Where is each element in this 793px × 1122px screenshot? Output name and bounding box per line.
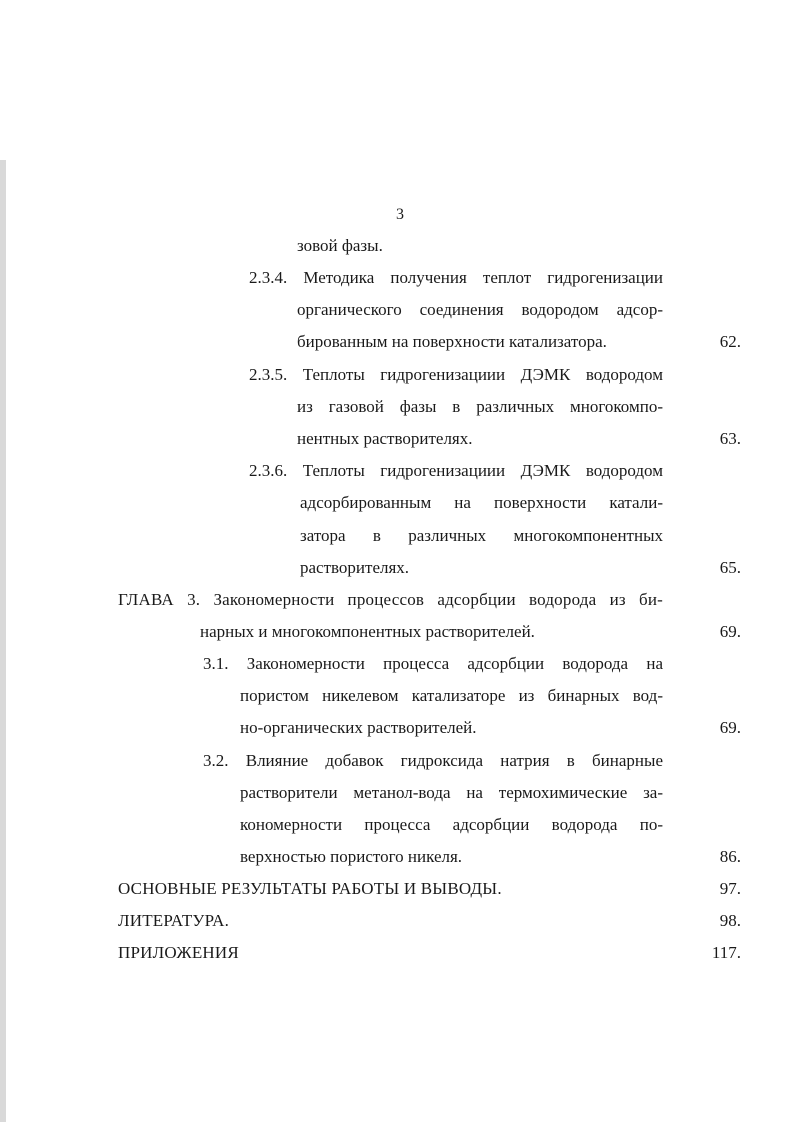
toc-line: но-органических растворителей. <box>240 718 477 737</box>
toc-line: бированным на поверхности катализатора. <box>297 332 607 351</box>
toc-page-number: 98. <box>719 911 741 930</box>
toc-line: растворители метанол-вода на термохимические за- <box>240 783 663 802</box>
toc-line: растворителях. <box>300 558 410 577</box>
toc-page-number: 97. <box>719 879 741 898</box>
toc-page-number: 69. <box>719 718 741 737</box>
toc-line: верхностью пористого никеля. <box>240 847 463 866</box>
toc-entry-2-3-4: 2.3.4. Методика получения теплот гидрогенизации <box>249 268 663 287</box>
toc-line: органического соединения водородом адсор- <box>297 300 663 319</box>
toc-page-number: 65. <box>719 558 741 577</box>
toc-entry-chapter-3: ГЛАВА 3. Закономерности процессов адсорбции водорода из би- <box>118 590 663 609</box>
toc-entry-literature: ЛИТЕРАТУРА. <box>118 911 230 930</box>
toc-entry-3-2: 3.2. Влияние добавок гидроксида натрия в бинарные <box>203 751 663 770</box>
toc-line: пористом никелевом катализаторе из бинарных вод- <box>240 686 663 705</box>
page-number: 3 <box>396 206 404 223</box>
toc-page-number: 62. <box>719 332 741 351</box>
toc-line: адсорбированным на поверхности катали- <box>300 493 663 512</box>
toc-line: нарных и многокомпонентных растворителей. <box>200 622 535 641</box>
toc-line: кономерности процесса адсорбции водорода по- <box>240 815 663 834</box>
toc-page-number: 86. <box>719 847 741 866</box>
toc-page-number: 63. <box>719 429 741 448</box>
toc-line: зовой фазы. <box>297 236 383 255</box>
toc-entry-3-1: 3.1. Закономерности процесса адсорбции водорода на <box>203 654 663 673</box>
scan-edge-shadow <box>0 160 6 1122</box>
toc-entry-appendix: ПРИЛОЖЕНИЯ <box>118 943 239 962</box>
toc-line: из газовой фазы в различных многокомпо- <box>297 397 663 416</box>
toc-line: нентных растворителях. <box>297 429 473 448</box>
toc-entry-2-3-5: 2.3.5. Теплоты гидрогенизациии ДЭМК водородом <box>249 365 663 384</box>
toc-page-number: 117. <box>711 943 741 962</box>
toc-line: затора в различных многокомпонентных <box>300 526 663 545</box>
toc-entry-2-3-6: 2.3.6. Теплоты гидрогенизациии ДЭМК водородом <box>249 461 663 480</box>
toc-page-number: 69. <box>719 622 741 641</box>
toc-entry-results: ОСНОВНЫЕ РЕЗУЛЬТАТЫ РАБОТЫ И ВЫВОДЫ. <box>118 879 502 898</box>
